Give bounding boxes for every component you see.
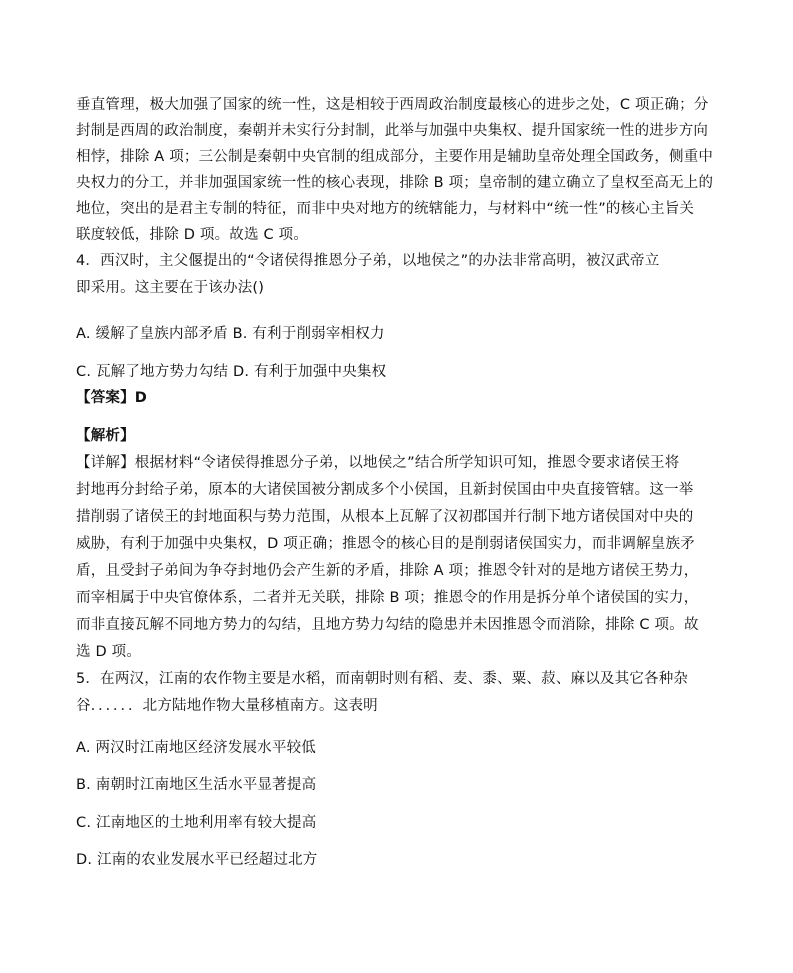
analysis-line: 威胁，有利于加强中央集权，D 项正确；推恩令的核心目的是削弱诸侯国实力，而非调解皇族矛 — [76, 536, 695, 552]
analysis-heading: 【解析】 — [76, 428, 135, 444]
question-5-option-a: A. 两汉时江南地区经济发展水平较低 — [76, 740, 316, 756]
question-4-options: A. 缓解了皇族内部矛盾 B. 有利于削弱宰相权力 — [76, 326, 385, 342]
analysis-line: 【详解】根据材料“令诸侯得推恩分子弟，以地侯之”结合所学知识可知，推恩令要求诸侯王将 — [76, 455, 680, 471]
explanation-line: 央权力的分工，并非加强国家统一性的核心表现，排除 B 项；皇帝制的建立确立了皇权至高无上的 — [76, 175, 714, 191]
explanation-line: 封制是西周的政治制度，秦朝并未实行分封制，此举与加强中央集权、提升国家统一性的进步方向 — [76, 123, 709, 139]
question-4-stem: 即采用。这主要在于该办法() — [76, 280, 265, 296]
analysis-line: 盾，且受封子弟间为争夺封地仍会产生新的矛盾，排除 A 项；推恩令针对的是地方诸侯王势力， — [76, 563, 699, 579]
question-4-options: C. 瓦解了地方势力勾结 D. 有利于加强中央集权 — [76, 364, 387, 380]
question-5-option-b: B. 南朝时江南地区生活水平显著提高 — [76, 777, 317, 793]
analysis-line: 封地再分封给子弟，原本的大诸侯国被分割成多个小侯国，且新封侯国由中央直接管辖。这一举 — [76, 482, 694, 498]
analysis-line: 选 D 项。 — [76, 644, 142, 660]
analysis-line: 措削弱了诸侯王的封地面积与势力范围，从根本上瓦解了汉初郡国并行制下地方诸侯国对中央的 — [76, 509, 694, 525]
question-5-stem: 5．在两汉，江南的农作物主要是水稻，而南朝时则有稻、麦、黍、粟、菽、麻以及其它各种杂 — [76, 671, 689, 687]
question-5-option-d: D. 江南的农业发展水平已经超过北方 — [76, 852, 318, 868]
explanation-line: 地位，突出的是君主专制的特征，而非中央对地方的统辖能力，与材料中“统一性”的核心主旨关 — [76, 201, 695, 217]
analysis-line: 而宰相属于中央官僚体系，二者并无关联，排除 B 项；推恩令的作用是拆分单个诸侯国的实力， — [76, 590, 699, 606]
analysis-line: 而非直接瓦解不同地方势力的勾结，且地方势力勾结的隐患并未因推恩令而消除，排除 C 项。故 — [76, 617, 699, 633]
question-4-stem: 4．西汉时，主父偃提出的“令诸侯得推恩分子弟，以地侯之”的办法非常高明，被汉武帝立 — [76, 253, 660, 269]
question-5-stem: 谷．．．．．．北方陆地作物大量移植南方。这表明 — [76, 698, 378, 714]
explanation-line: 相悖，排除 A 项；三公制是秦朝中央官制的组成部分，主要作用是辅助皇帝处理全国政务，侧重中 — [76, 149, 714, 165]
explanation-line: 垂直管理，极大加强了国家的统一性，这是相较于西周政治制度最核心的进步之处，C 项正确；分 — [76, 97, 709, 113]
explanation-line: 联度较低，排除 D 项。故选 C 项。 — [76, 227, 309, 243]
answer-label: 【答案】D — [76, 390, 148, 406]
question-5-option-c: C. 江南地区的土地利用率有较大提高 — [76, 815, 317, 831]
